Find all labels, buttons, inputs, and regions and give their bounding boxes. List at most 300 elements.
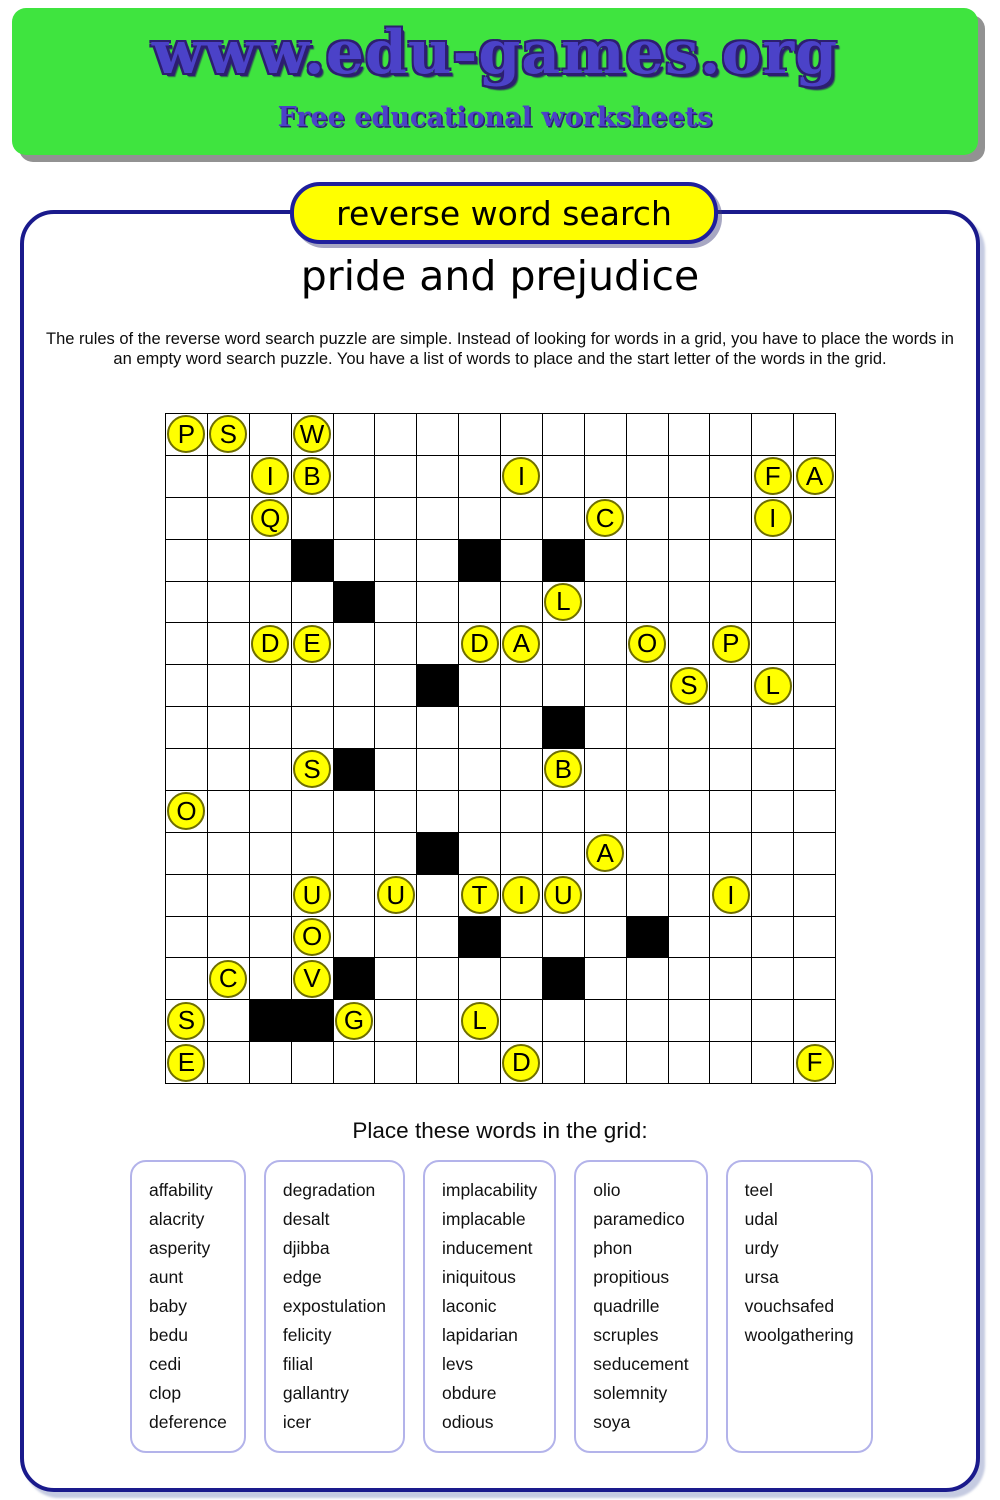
grid-cell: [459, 958, 500, 999]
grid-cell: [794, 791, 835, 832]
grid-cell: [585, 1000, 626, 1041]
grid-cell: [501, 707, 542, 748]
word-item: olio: [593, 1180, 621, 1200]
grid-cell: [543, 833, 584, 874]
grid-cell: [208, 707, 249, 748]
puzzle-grid: [165, 413, 836, 1084]
grid-cell: [166, 707, 207, 748]
grid-cell: [208, 582, 249, 623]
word-item: icer: [282, 1412, 312, 1432]
grid-cell: [166, 582, 207, 623]
grid-cell: [250, 582, 291, 623]
grid-cell: [459, 791, 500, 832]
grid-cell: [334, 665, 375, 706]
grid-cell: [417, 875, 458, 916]
grid-cell: [669, 456, 710, 497]
grid-cell: [334, 707, 375, 748]
grid-cell: [292, 665, 333, 706]
grid-cell: [250, 875, 291, 916]
grid-cell: [710, 791, 751, 832]
puzzle-rules: The rules of the reverse word search puzzle are simple. Instead of looking for words in a grid, you have to place the words in an empty word search puzzle. You have a list of words to place and the start letter of the words in the grid.: [46, 330, 954, 368]
word-item: udal: [744, 1209, 778, 1229]
grid-cell: [794, 1000, 835, 1041]
start-letter-circle: A: [796, 457, 834, 495]
grid-cell: [208, 540, 249, 581]
grid-cell: [794, 623, 835, 664]
grid-cell: [292, 456, 333, 497]
grid-cell: [752, 833, 793, 874]
word-item: propitious: [593, 1267, 670, 1287]
word-item: teel: [744, 1180, 773, 1200]
grid-cell: [752, 791, 793, 832]
start-letter-circle: U: [544, 876, 582, 914]
grid-cell: [752, 1042, 793, 1083]
grid-cell: [585, 791, 626, 832]
word-item: laconic: [441, 1296, 497, 1316]
grid-cell: [627, 623, 668, 664]
grid-cell: [669, 791, 710, 832]
grid-cell: [669, 582, 710, 623]
grid-cell: [375, 917, 416, 958]
grid-cell: [543, 582, 584, 623]
start-letter-circle: D: [461, 625, 499, 663]
word-item: affability: [149, 1180, 213, 1200]
word-item: aunt: [149, 1267, 184, 1287]
grid-cell: [334, 791, 375, 832]
start-letter-circle: U: [377, 876, 415, 914]
grid-cell-blocked: [543, 707, 584, 748]
grid-cell: [627, 582, 668, 623]
grid-cell: [543, 623, 584, 664]
grid-cell: [375, 707, 416, 748]
grid-cell: [752, 875, 793, 916]
start-letter-circle: S: [167, 1002, 205, 1040]
word-item: ursa: [744, 1267, 779, 1287]
grid-cell: [166, 540, 207, 581]
start-letter-circle: I: [754, 499, 792, 537]
grid-cell: [292, 875, 333, 916]
grid-cell: [752, 917, 793, 958]
grid-cell: [794, 833, 835, 874]
grid-cell: [710, 456, 751, 497]
word-item: felicity: [282, 1325, 332, 1345]
grid-cell: [794, 582, 835, 623]
word-item: odious: [441, 1412, 494, 1432]
grid-cell: [166, 791, 207, 832]
start-letter-circle: F: [754, 457, 792, 495]
grid-cell: [794, 498, 835, 539]
start-letter-circle: L: [544, 583, 582, 621]
grid-cell: [375, 623, 416, 664]
grid-cell-blocked: [543, 540, 584, 581]
grid-cell: [501, 498, 542, 539]
start-letter-circle: I: [502, 876, 540, 914]
word-item: alacrity: [149, 1209, 205, 1229]
grid-cell: [585, 665, 626, 706]
grid-cell: [669, 875, 710, 916]
grid-cell: [752, 707, 793, 748]
grid-cell: [627, 833, 668, 874]
grid-cell: [501, 665, 542, 706]
word-item: solemnity: [593, 1383, 668, 1403]
grid-cell: [585, 833, 626, 874]
grid-cell: [585, 582, 626, 623]
grid-cell: [334, 623, 375, 664]
grid-cell: [375, 875, 416, 916]
start-letter-circle: O: [293, 918, 331, 956]
grid-cell: [710, 917, 751, 958]
grid-cell: [375, 456, 416, 497]
grid-cell: [543, 1000, 584, 1041]
grid-cell-blocked: [292, 1000, 333, 1041]
start-letter-circle: S: [670, 667, 708, 705]
grid-cell: [292, 958, 333, 999]
grid-cell: [710, 1042, 751, 1083]
grid-cell: [375, 582, 416, 623]
start-letter-circle: S: [209, 415, 247, 453]
grid-cell: [710, 582, 751, 623]
grid-cell: [501, 917, 542, 958]
word-item: vouchsafed: [744, 1296, 835, 1316]
grid-cell: [417, 917, 458, 958]
header-banner: [12, 8, 978, 155]
word-list-box: [264, 1160, 405, 1453]
grid-cell: [794, 958, 835, 999]
word-lists: [130, 1160, 875, 1453]
word-item: soya: [593, 1412, 631, 1432]
word-item: gallantry: [282, 1383, 349, 1403]
word-item: lapidarian: [441, 1325, 518, 1345]
word-item: desalt: [282, 1209, 330, 1229]
grid-cell: [710, 958, 751, 999]
grid-cell: [459, 1000, 500, 1041]
grid-cell: [627, 540, 668, 581]
grid-cell: [585, 540, 626, 581]
word-item: inducement: [441, 1238, 533, 1258]
grid-cell: [459, 456, 500, 497]
start-letter-circle: P: [712, 625, 750, 663]
start-letter-circle: C: [586, 499, 624, 537]
word-item: seducement: [593, 1354, 689, 1374]
grid-cell: [250, 623, 291, 664]
grid-cell: [166, 665, 207, 706]
start-letter-circle: Q: [251, 499, 289, 537]
grid-cell: [501, 623, 542, 664]
start-letter-circle: B: [544, 750, 582, 788]
grid-cell: [292, 791, 333, 832]
grid-cell-blocked: [292, 540, 333, 581]
grid-cell: [375, 540, 416, 581]
grid-cell: [334, 540, 375, 581]
grid-cell: [543, 498, 584, 539]
grid-cell: [669, 917, 710, 958]
grid-cell: [710, 540, 751, 581]
grid-cell: [208, 456, 249, 497]
start-letter-circle: A: [586, 834, 624, 872]
site-title: www.edu-games.org: [151, 18, 839, 88]
word-item: deference: [149, 1412, 227, 1432]
grid-cell: [375, 1042, 416, 1083]
grid-cell-blocked: [250, 1000, 291, 1041]
grid-cell: [501, 749, 542, 790]
grid-cell: [250, 958, 291, 999]
grid-cell: [669, 707, 710, 748]
grid-cell-blocked: [459, 917, 500, 958]
word-list-box: [726, 1160, 873, 1453]
grid-cell-blocked: [459, 540, 500, 581]
grid-cell: [501, 456, 542, 497]
grid-cell: [417, 623, 458, 664]
grid-cell: [166, 958, 207, 999]
grid-cell: [501, 833, 542, 874]
grid-cell: [375, 414, 416, 455]
grid-cell: [166, 623, 207, 664]
grid-cell: [501, 791, 542, 832]
word-item: urdy: [744, 1238, 779, 1258]
grid-cell: [250, 833, 291, 874]
grid-cell: [250, 791, 291, 832]
grid-cell: [669, 1000, 710, 1041]
grid-cell: [794, 665, 835, 706]
start-letter-circle: I: [251, 457, 289, 495]
grid-cell: [669, 540, 710, 581]
grid-cell: [292, 833, 333, 874]
word-item: implacable: [441, 1209, 526, 1229]
grid-cell: [585, 498, 626, 539]
grid-cell: [459, 875, 500, 916]
grid-cell: [417, 791, 458, 832]
grid-cell: [501, 1000, 542, 1041]
grid-cell: [794, 875, 835, 916]
word-item: baby: [149, 1296, 187, 1316]
grid-cell: [375, 958, 416, 999]
grid-cell: [375, 791, 416, 832]
grid-cell: [375, 665, 416, 706]
word-item: asperity: [149, 1238, 211, 1258]
grid-cell: [669, 1042, 710, 1083]
grid-cell: [459, 498, 500, 539]
start-letter-circle: V: [293, 960, 331, 998]
word-item: expostulation: [282, 1296, 386, 1316]
grid-cell: [752, 665, 793, 706]
worksheet-type-badge: reverse word search: [290, 182, 718, 244]
grid-cell: [543, 456, 584, 497]
grid-cell: [292, 707, 333, 748]
grid-cell: [417, 540, 458, 581]
grid-cell: [627, 1000, 668, 1041]
grid-cell: [543, 749, 584, 790]
word-item: woolgathering: [744, 1325, 854, 1345]
grid-cell: [208, 791, 249, 832]
grid-cell: [627, 875, 668, 916]
grid-cell: [334, 833, 375, 874]
word-list-box: [574, 1160, 707, 1453]
grid-cell: [166, 749, 207, 790]
puzzle-title: pride and prejudice: [300, 252, 700, 300]
grid-cell: [543, 875, 584, 916]
word-item: levs: [441, 1354, 474, 1374]
grid-cell: [459, 1042, 500, 1083]
grid-cell: [710, 414, 751, 455]
grid-cell: [166, 456, 207, 497]
grid-cell: [459, 749, 500, 790]
grid-cell: [794, 917, 835, 958]
grid-cell: [627, 791, 668, 832]
grid-cell: [375, 498, 416, 539]
grid-cell: [459, 623, 500, 664]
grid-cell: [375, 749, 416, 790]
grid-cell: [752, 1000, 793, 1041]
start-letter-circle: E: [167, 1044, 205, 1082]
grid-cell: [208, 749, 249, 790]
start-letter-circle: I: [712, 876, 750, 914]
grid-cell: [501, 875, 542, 916]
grid-cell: [752, 582, 793, 623]
grid-cell: [166, 1000, 207, 1041]
grid-cell: [417, 1000, 458, 1041]
grid-cell: [752, 749, 793, 790]
grid-cell: [208, 833, 249, 874]
grid-cell: [292, 414, 333, 455]
grid-cell: [794, 1042, 835, 1083]
start-letter-circle: T: [461, 876, 499, 914]
grid-cell: [585, 749, 626, 790]
grid-cell: [166, 498, 207, 539]
grid-cell: [669, 749, 710, 790]
grid-cell: [710, 707, 751, 748]
start-letter-circle: C: [209, 960, 247, 998]
grid-cell: [459, 582, 500, 623]
grid-cell: [627, 456, 668, 497]
word-item: djibba: [282, 1238, 330, 1258]
grid-cell: [250, 456, 291, 497]
grid-cell: [208, 665, 249, 706]
word-item: paramedico: [593, 1209, 685, 1229]
word-list-instruction: Place these words in the grid:: [352, 1118, 648, 1143]
grid-cell: [250, 917, 291, 958]
grid-cell: [627, 707, 668, 748]
grid-cell: [543, 917, 584, 958]
grid-cell: [710, 623, 751, 664]
grid-cell: [459, 707, 500, 748]
grid-cell: [585, 875, 626, 916]
grid-cell: [710, 665, 751, 706]
word-item: phon: [593, 1238, 633, 1258]
grid-cell: [710, 498, 751, 539]
grid-cell: [459, 833, 500, 874]
start-letter-circle: B: [293, 457, 331, 495]
grid-cell: [417, 498, 458, 539]
word-item: cedi: [149, 1354, 182, 1374]
word-item: clop: [149, 1383, 182, 1403]
grid-cell: [501, 958, 542, 999]
grid-cell: [543, 1042, 584, 1083]
grid-cell: [752, 498, 793, 539]
grid-cell: [794, 707, 835, 748]
grid-cell: [752, 958, 793, 999]
grid-cell: [250, 1042, 291, 1083]
grid-cell: [627, 749, 668, 790]
grid-cell: [627, 414, 668, 455]
grid-cell: [208, 958, 249, 999]
grid-cell: [334, 498, 375, 539]
grid-cell: [752, 623, 793, 664]
start-letter-circle: W: [293, 415, 331, 453]
grid-cell: [166, 414, 207, 455]
site-tagline: Free educational worksheets: [277, 102, 713, 133]
grid-cell: [585, 917, 626, 958]
grid-cell: [669, 623, 710, 664]
grid-cell: [794, 414, 835, 455]
grid-cell: [501, 582, 542, 623]
start-letter-circle: S: [293, 750, 331, 788]
grid-cell: [208, 1042, 249, 1083]
grid-cell: [585, 958, 626, 999]
grid-cell: [627, 665, 668, 706]
grid-cell: [710, 833, 751, 874]
grid-cell: [627, 958, 668, 999]
start-letter-circle: O: [167, 792, 205, 830]
grid-cell: [208, 875, 249, 916]
start-letter-circle: A: [502, 625, 540, 663]
grid-cell: [585, 414, 626, 455]
grid-cell: [710, 1000, 751, 1041]
word-list-box: [423, 1160, 556, 1453]
grid-cell-blocked: [627, 917, 668, 958]
grid-cell: [752, 414, 793, 455]
grid-cell: [334, 456, 375, 497]
start-letter-circle: L: [754, 667, 792, 705]
grid-cell-blocked: [334, 749, 375, 790]
word-item: filial: [282, 1354, 313, 1374]
grid-cell-blocked: [543, 958, 584, 999]
grid-cell: [585, 456, 626, 497]
start-letter-circle: F: [796, 1044, 834, 1082]
grid-cell: [627, 498, 668, 539]
word-item: bedu: [149, 1325, 188, 1345]
grid-cell: [334, 1000, 375, 1041]
grid-cell: [501, 414, 542, 455]
grid-cell: [292, 498, 333, 539]
grid-cell: [292, 749, 333, 790]
grid-cell: [250, 749, 291, 790]
grid-cell: [166, 917, 207, 958]
grid-cell: [292, 917, 333, 958]
grid-cell: [669, 498, 710, 539]
grid-cell: [417, 749, 458, 790]
grid-cell: [166, 833, 207, 874]
grid-cell-blocked: [334, 582, 375, 623]
grid-cell: [250, 540, 291, 581]
start-letter-circle: L: [461, 1002, 499, 1040]
start-letter-circle: D: [251, 625, 289, 663]
grid-cell: [417, 707, 458, 748]
grid-cell: [585, 1042, 626, 1083]
grid-cell: [166, 1042, 207, 1083]
grid-cell: [501, 540, 542, 581]
grid-cell: [334, 414, 375, 455]
grid-cell: [250, 498, 291, 539]
grid-cell: [752, 540, 793, 581]
start-letter-circle: P: [167, 415, 205, 453]
grid-cell: [417, 958, 458, 999]
grid-cell: [208, 917, 249, 958]
grid-cell: [543, 665, 584, 706]
grid-cell: [794, 749, 835, 790]
grid-cell: [752, 456, 793, 497]
grid-cell-blocked: [334, 958, 375, 999]
grid-cell: [208, 623, 249, 664]
